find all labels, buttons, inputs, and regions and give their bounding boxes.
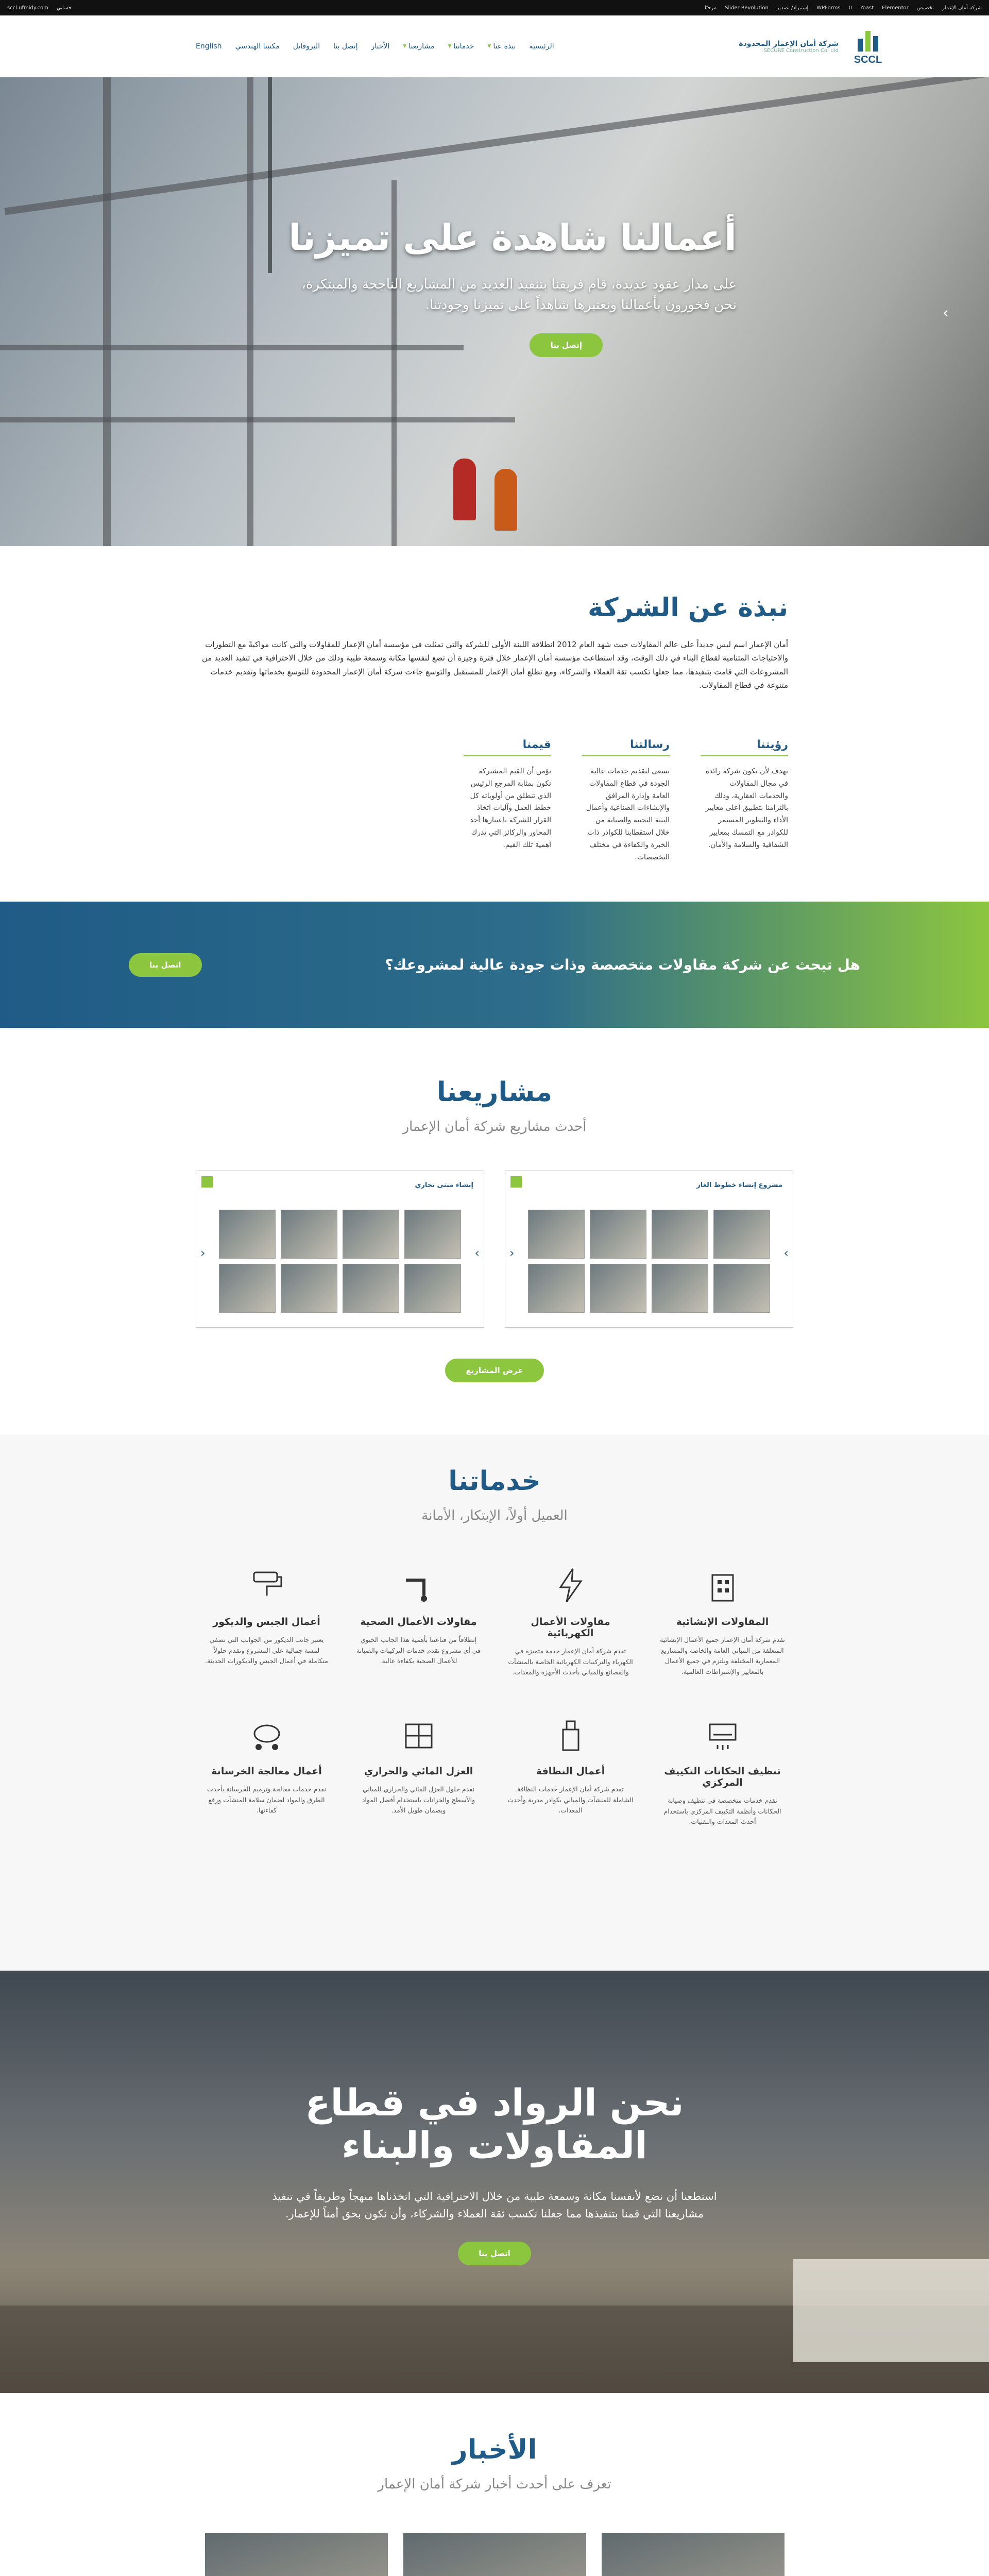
mission-title: رسالتنا [582, 738, 670, 756]
scaffold-decoration [103, 77, 111, 546]
chevron-down-icon: ▼ [403, 44, 407, 49]
project-thumbnail[interactable] [219, 1264, 276, 1313]
service-item[interactable] [203, 1714, 330, 1827]
service-text: يعتبر جانب الديكور من الجوانب التي تضفي لمسة جمالية على المشروع ونقدم حلولاً متكاملة في أعمال الجبس والديكورات الحديثة. [205, 1636, 328, 1665]
vision-column [701, 738, 788, 863]
toolbar-site-name[interactable]: شركة أمان الإعمار [942, 5, 982, 11]
chevron-right-icon[interactable]: › [783, 1246, 789, 1260]
insulation-icon [398, 1714, 439, 1755]
paint-roller-icon [246, 1565, 287, 1606]
project-card[interactable] [196, 1171, 484, 1328]
ac-cleaning-icon [702, 1714, 743, 1755]
toolbar-slider-revolution[interactable]: Slider Revolution [725, 5, 769, 11]
project-title: إنشاء مبنى تجاري [415, 1181, 473, 1189]
cta-contact-button[interactable]: اتصل بنا [129, 953, 202, 977]
chevron-left-icon[interactable]: ‹ [200, 1246, 206, 1260]
vision-title: رؤيتنا [701, 738, 788, 756]
service-text: تقدم شركة أمان الإعمار خدمة متميزة في الكهرباء والتركيبات الكهربائية الخاصة بالمنشآت والمصانع والمباني بأحدث الأجهزة والمعدات. [508, 1647, 633, 1676]
service-item[interactable] [659, 1714, 786, 1827]
hero-subtitle: على مدار عقود عديدة، قام فريقنا بتنفيذ العديد من المشاريع الناجحة والمبتكرة، نحن فخورون بأعمالنا ونعتبرها شاهداً على تميزنا وجودتنا. [301, 277, 737, 313]
truck-decoration [793, 2259, 989, 2362]
news-subtitle: تعرف على أحدث أخبار شركة أمان الإعمار [378, 2477, 611, 2492]
service-text: تقدم شركة أمان الإعمار خدمات النظافة الشاملة للمنشآت والمباني بكوادر مدربة وأحدث المعدات. [507, 1785, 634, 1815]
logo-mark-icon [845, 26, 891, 67]
chevron-left-icon[interactable]: ‹ [509, 1246, 515, 1260]
news-card[interactable] [205, 2533, 388, 2576]
worker-figure [494, 469, 517, 531]
values-title: قيمنا [464, 738, 551, 756]
view-projects-button[interactable]: عرض المشاريع [445, 1359, 543, 1382]
cleaning-icon [550, 1714, 591, 1755]
project-thumbnail[interactable] [590, 1210, 646, 1259]
service-item[interactable] [507, 1565, 634, 1678]
mission-column [582, 738, 670, 863]
projects-title: مشاريعنا [436, 1077, 553, 1108]
electric-icon [550, 1565, 591, 1606]
about-text: أمان الإعمار اسم ليس جديداً على عالم المقاولات حيث شهد العام 2012 انطلاقة اللبنة الأولى للشركة والتي تمثلت في مؤسسة أمان الإعمار للمقاولات والتي كانت مواكبةً مع التطورات والاحتياجات المتنامية لقطاع البناء في ذلك الوقت، وقد استطاعت مؤسسة أمان الإعمار خلال فترة وجيزة أن تضع لنفسها مكانة وسمعة طيبة وذلك من خلال الاحترافية في تنفيذ العديد من المشروعات التي قامت بتنفيذها، مما جعلها تكسب ثقة العملاء والشركاء، ومع تطلع أمان الإعمار للمستقبل والتوسع جاءت شركة أمان الإعمار المحدودة للتوسع بخدماتها وتقديم خدمات متنوعة في قطاع المقاولات. [201, 640, 788, 690]
chevron-down-icon: ▼ [487, 44, 491, 49]
service-title: العزل المائي والحراري [364, 1765, 473, 1777]
service-text: نقدم حلول العزل المائي والحراري للمباني والأسطح والخزانات باستخدام أفضل المواد وبضمان طويل الأمد. [362, 1785, 475, 1815]
service-title: أعمال النظافة [536, 1765, 605, 1777]
about-title: نبذة عن الشركة [588, 592, 788, 622]
admin-toolbar [0, 0, 989, 15]
account-link[interactable]: حسابي [56, 5, 72, 11]
site-logo[interactable] [739, 26, 891, 67]
services-section [0, 1435, 989, 1971]
service-item[interactable] [355, 1714, 482, 1827]
service-item[interactable] [355, 1565, 482, 1678]
service-title: مقاولات الأعمال الكهربائية [531, 1616, 610, 1639]
nav-language-english[interactable]: English [196, 42, 222, 50]
building-icon [702, 1565, 743, 1606]
values-text: نؤمن أن القيم المشتركة تكون بمثابة المرجع الرئيس الذي تنطلق من أولوياته كل خطط العمل وآليات اتخاذ القرار للشركة باعتبارها أحد المحاور والركائز التي تدرك أهمية تلك القيم. [470, 767, 551, 849]
service-title: المقاولات الإنشائية [676, 1616, 769, 1628]
chevron-down-icon: ▼ [448, 44, 452, 49]
main-nav [196, 42, 554, 50]
scaffold-decoration [0, 417, 515, 422]
service-title: أعمال الجبس والديكور [213, 1616, 320, 1628]
leaders-contact-button[interactable]: اتصل بنا [458, 2242, 531, 2265]
projects-subtitle: أحدث مشاريع شركة أمان الإعمار [402, 1119, 587, 1134]
leaders-text: استطعنا أن نضع لأنفسنا مكانة وسمعة طيبة من خلال الاحترافية التي اتخذناها منهجاً وطريقاً في تنفيذ مشاريعنا التي قمنا بتنفيذها مما جعلنا نكسب ثقة العملاء والشركاء، وأن نكون بحق أمناً للإعمار. [272, 2190, 717, 2221]
project-thumbnail[interactable] [590, 1264, 646, 1313]
service-text: إنطلاقاً من قناعتنا بأهمية هذا الجانب الحيوي في أي مشروع نقدم خدمات التركيبات والصيانة للأعمال الصحية بكفاءة عالية. [356, 1636, 481, 1665]
nav-engineering-office[interactable]: مكتبنا الهندسي [235, 42, 280, 50]
news-title: الأخبار [452, 2434, 537, 2465]
scaffold-decoration [4, 77, 984, 215]
service-title: تنظيف الحكانات التكييف المركزي [664, 1765, 781, 1788]
service-item[interactable] [507, 1714, 634, 1827]
service-item[interactable] [659, 1565, 786, 1678]
leaders-title: نحن الرواد في قطاع المقاولات والبناء [305, 2081, 684, 2167]
project-thumbnail[interactable] [343, 1210, 399, 1259]
nav-home[interactable]: الرئيسية [529, 42, 554, 50]
toolbar-yoast[interactable]: Yoast [860, 5, 874, 11]
nav-projects[interactable]: مشاريعنا ▼ [403, 42, 435, 50]
news-section [0, 2393, 989, 2576]
project-thumbnail[interactable] [281, 1210, 337, 1259]
service-title: مقاولات الأعمال الصحية [360, 1616, 477, 1628]
project-thumbnail[interactable] [404, 1210, 461, 1259]
service-text: نقدم خدمات معالجة وترميم الخرسانة بأحدث الطرق والمواد لضمان سلامة المنشآت ورفع كفاءتها. [207, 1785, 326, 1815]
crane-decoration [268, 77, 272, 273]
toolbar-customize[interactable]: تخصيص [916, 5, 934, 11]
news-card[interactable] [602, 2533, 785, 2576]
project-card[interactable] [505, 1171, 793, 1328]
leaders-banner [0, 1971, 989, 2393]
project-thumbnail[interactable] [652, 1264, 708, 1313]
scaffold-decoration [247, 77, 253, 546]
worker-figure [453, 459, 476, 520]
about-section [0, 546, 989, 902]
vision-text: نهدف لأن نكون شركة رائدة في مجال المقاولات والخدمات العقارية، وذلك بالتزامنا بتطبيق أعلى معايير الأداء والتطوير المستمر للكوادر مع التمسك بمعايير الشفافية والسلامة والأمان. [705, 767, 788, 849]
values-column [464, 738, 551, 863]
project-thumbnail[interactable] [713, 1210, 770, 1259]
site-header [0, 15, 989, 77]
project-thumbnail[interactable] [281, 1264, 337, 1313]
logo-arabic-name: شركة أمان الإعمار المحدودة [739, 39, 839, 48]
nav-contact[interactable]: إتصل بنا [333, 42, 358, 50]
projects-section [0, 1028, 989, 1435]
nav-services[interactable]: خدماتنا ▼ [448, 42, 474, 50]
nav-about[interactable]: نبذة عنا ▼ [487, 42, 516, 50]
toolbar-comments-count[interactable]: 0 [848, 5, 852, 11]
nav-news[interactable]: الأخبار [371, 42, 390, 50]
service-item[interactable] [203, 1565, 330, 1678]
project-thumbnail[interactable] [343, 1264, 399, 1313]
service-text: نقدم شركة أمان الإعمار جميع الأعمال الإنشائية المتعلقة من المباني العامة والخاصة والمشاريع المعمارية المختلفة ونلتزم في جميع الأعمال بالمعايير والإشتراطات العالمية. [660, 1636, 785, 1675]
service-title: أعمال معالجة الخرسانة [211, 1765, 322, 1777]
project-tag [201, 1176, 213, 1188]
slider-next-arrow-icon[interactable]: › [943, 304, 949, 322]
mission-text: نسعى لتقديم خدمات عالية الجودة في قطاع المقاولات العامة وإدارة المرافق والإنشاءات الصناعية وأعمال البنية التحتية والصيانة من خلال استقطابنا للكوادر ذات الخبرة والكفاءة في مختلف التخصصات. [586, 767, 670, 861]
news-card[interactable] [403, 2533, 586, 2576]
services-subtitle: العميل أولاً، الإبتكار، الأمانة [421, 1508, 568, 1523]
cta-banner [0, 902, 989, 1028]
project-thumbnail[interactable] [528, 1210, 585, 1259]
chevron-right-icon[interactable]: › [474, 1246, 480, 1260]
cta-text: هل تبحث عن شركة مقاولات متخصصة وذات جودة عالية لمشروعك؟ [385, 956, 860, 973]
logo-english-name: SECURE Construction Co. Ltd. [762, 47, 839, 54]
plumbing-icon [398, 1565, 439, 1606]
hero-slider [0, 77, 989, 546]
project-thumbnail[interactable] [713, 1264, 770, 1313]
toolbar-wpforms[interactable]: WPForms [816, 5, 841, 11]
hero-contact-button[interactable]: إتصل بنا [530, 333, 603, 357]
toolbar-elementor[interactable]: Elementor [882, 5, 909, 11]
hero-title: أعمالنا شاهدة على تميزنا [288, 216, 737, 259]
project-thumbnail[interactable] [652, 1210, 708, 1259]
service-text: نقدم خدمات متخصصة في تنظيف وصيانة الحكانات وأنظمة التكييف المركزي باستخدام أحدث المعدات والتقنيات. [663, 1796, 781, 1826]
project-title: مشروع إنشاء خطوط الغاز [696, 1181, 782, 1189]
toolbar-greeting[interactable]: مرحبًا [705, 5, 717, 11]
project-tag [510, 1176, 522, 1188]
site-url-link[interactable]: sccl.ufmidy.com [7, 5, 48, 11]
concrete-mixer-icon [246, 1714, 287, 1755]
project-thumbnail[interactable] [404, 1264, 461, 1313]
services-title: خدماتنا [448, 1466, 541, 1497]
project-thumbnail[interactable] [528, 1264, 585, 1313]
nav-profile[interactable]: البروفايل [293, 42, 320, 50]
toolbar-import-export[interactable]: إستيراد/ تصدير [776, 5, 809, 11]
svg-text:SCCL: SCCL [854, 54, 882, 65]
project-thumbnail[interactable] [219, 1210, 276, 1259]
